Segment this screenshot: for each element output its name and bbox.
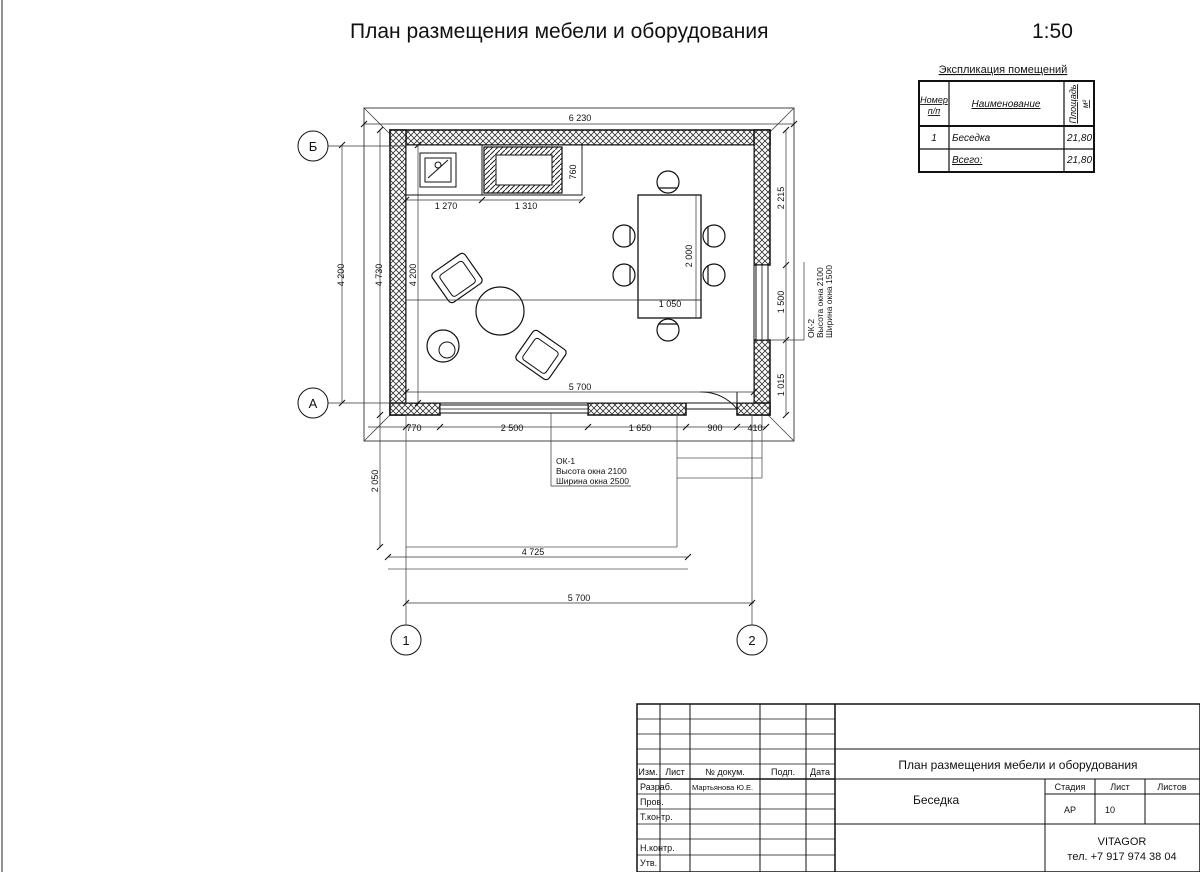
- axis-1: [391, 625, 421, 655]
- axis-1-label: 1: [402, 633, 410, 648]
- dim-terrace-depth: 2 050: [370, 469, 380, 493]
- stamp-object-name: Беседка: [913, 793, 960, 807]
- title-block: [637, 704, 1200, 872]
- stamp-sheets-header: Листов: [1157, 782, 1187, 792]
- dim-right-top: 2 215: [776, 186, 786, 210]
- window-ok2-mark: ОК-2: [806, 318, 816, 338]
- stamp-row-checked: Пров.: [640, 797, 664, 807]
- explication-total-label: Всего:: [952, 155, 983, 166]
- explication-header-number-2: п/п: [927, 106, 941, 116]
- stamp-header-date: Дата: [810, 767, 830, 777]
- explication-table: [919, 64, 1094, 172]
- axis-b-label: Б: [308, 139, 318, 154]
- axis-2-label: 2: [748, 633, 756, 648]
- window-ok1-width: Ширина окна 2500: [556, 476, 629, 486]
- drawing-scale: 1:50: [1032, 20, 1073, 43]
- explication-caption: Экспликация помещений: [938, 64, 1068, 76]
- explication-row-number: 1: [931, 133, 937, 144]
- stamp-doc-title: План размещения мебели и оборудования: [898, 758, 1138, 772]
- explication-row-area: 21,80: [1067, 133, 1093, 144]
- drawing-title: План размещения мебели и оборудования: [350, 20, 769, 43]
- stamp-header-sheet: Лист: [665, 767, 685, 777]
- stamp-phone: тел. +7 917 974 38 04: [1067, 851, 1177, 863]
- dim-kitchen-depth: 760: [568, 164, 578, 180]
- stamp-sheet-value: 10: [1104, 805, 1116, 815]
- stamp-stage-header: Стадия: [1054, 782, 1086, 792]
- window-ok1-height: Высота окна 2100: [556, 466, 627, 476]
- dim-kitchen-1: 1 270: [434, 201, 458, 211]
- stamp-developer-name: Мартьянова Ю.Е.: [692, 783, 754, 792]
- window-ok2: [756, 265, 768, 340]
- stamp-sheet-header: Лист: [1110, 782, 1130, 792]
- dim-bottom-2: 2 500: [500, 423, 524, 433]
- explication-row-name: Беседка: [952, 133, 991, 144]
- explication-total-area: 21,80: [1067, 155, 1093, 166]
- dim-bottom-5: 410: [747, 423, 763, 433]
- window-ok1-mark: ОК-1: [556, 456, 576, 466]
- stamp-row-norm-control: Н.контр.: [640, 843, 675, 853]
- dim-table-width: 1 050: [658, 299, 682, 309]
- dim-terrace-width: 4 725: [521, 547, 545, 557]
- stamp-row-tech-control: Т.контр.: [640, 812, 673, 822]
- dim-bottom-4: 900: [707, 423, 723, 433]
- dim-left-mid: 4 730: [374, 263, 384, 287]
- dim-right-window: 1 500: [776, 290, 786, 314]
- explication-header-name: Наименование: [971, 99, 1041, 110]
- explication-header-area: Площадь: [1068, 84, 1078, 124]
- sink-icon: [420, 153, 456, 187]
- stamp-company: VITAGOR: [1097, 836, 1147, 848]
- grill-icon: [484, 147, 562, 193]
- window-ok1: [440, 405, 588, 413]
- dim-top-overall: 6 230: [568, 113, 592, 123]
- explication-header-number: Номер: [920, 95, 948, 105]
- dim-right-bottom: 1 015: [776, 373, 786, 397]
- dim-bottom-3: 1 650: [628, 423, 652, 433]
- stamp-header-docnum: № докум.: [705, 767, 745, 777]
- stamp-stage-value: АР: [1063, 805, 1077, 815]
- window-ok2-width: Ширина окна 1500: [824, 265, 834, 338]
- axis-a-label: А: [308, 396, 318, 411]
- stamp-header-change: Изм.: [638, 767, 658, 777]
- window-ok1-callout: [551, 413, 631, 486]
- coffee-table: [476, 287, 524, 335]
- pouf-icon: [427, 330, 459, 362]
- dim-bottom-1: 770: [406, 423, 422, 433]
- dim-axis-span: 5 700: [567, 593, 591, 603]
- dim-kitchen-2: 1 310: [514, 201, 538, 211]
- explication-header-area-unit: м²: [1081, 99, 1090, 109]
- kitchen-unit: [406, 145, 582, 195]
- dim-left-inner: 4 200: [408, 263, 418, 287]
- dim-left-outer: 4 200: [336, 263, 346, 287]
- window-ok2-height: Высота окна 2100: [815, 267, 825, 338]
- dim-inner-width: 5 700: [568, 382, 592, 392]
- stamp-header-sign: Подп.: [771, 767, 795, 777]
- axis-2: [737, 625, 767, 655]
- stamp-row-developer: Разраб.: [640, 782, 673, 792]
- stamp-row-approved: Утв.: [640, 858, 658, 868]
- terrace: [388, 415, 762, 569]
- dim-table-length: 2 000: [684, 244, 694, 268]
